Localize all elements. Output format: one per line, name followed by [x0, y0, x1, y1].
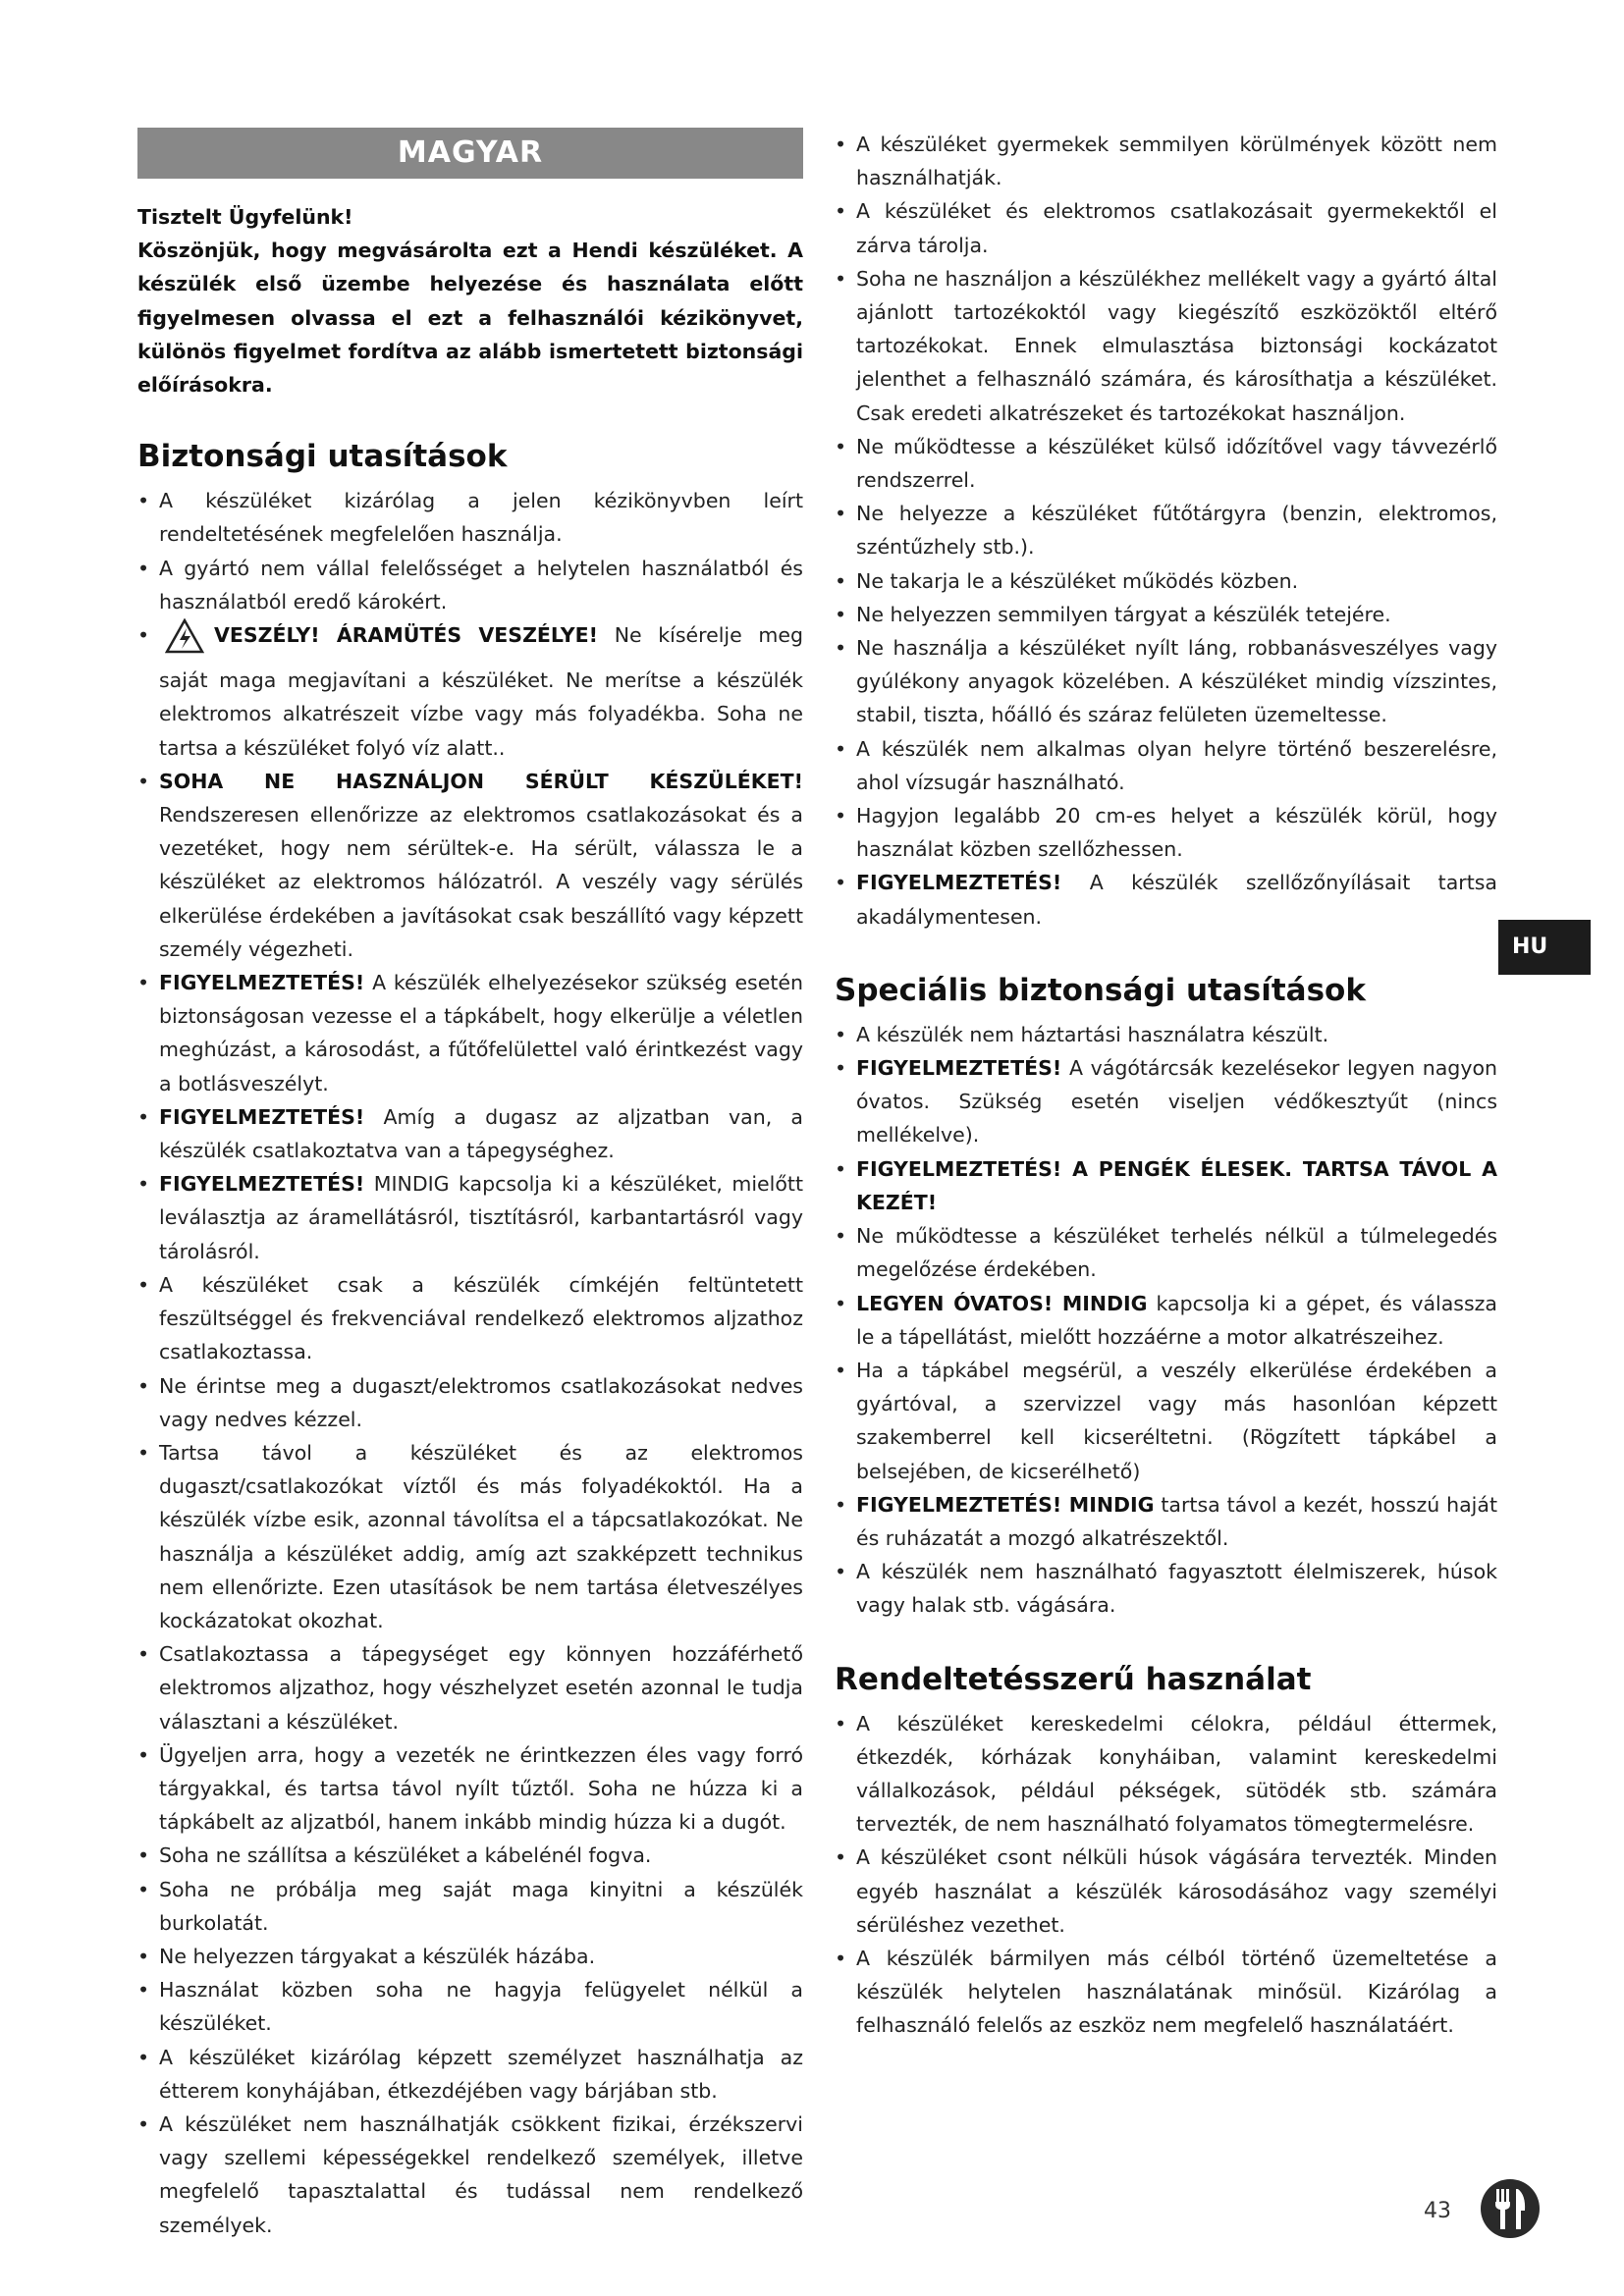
item-text: Tartsa távol a készüléket és az elektromos dugaszt/csatlakozókat víztől és más folyadékoktól. Ha a készülék vízbe esik, azonnal távolítsa el a tápcsatlakozókat. Ne használja a készüléket addig, amíg azt szakképzett technikus nem ellenőrizte. Ezen utasítások be nem tartása életveszélyes kockázatokat okozhat. [159, 1440, 803, 1632]
safety-item [137, 1839, 803, 1872]
safety-item [835, 430, 1497, 497]
safety-list [137, 484, 803, 2242]
left-column [137, 128, 803, 2242]
item-text: A készülék elhelyezésekor szükség esetén biztonságosan vezesse el a tápkábelt, hogy elkerülje a véletlen meghúzást, a károsodást, a fűtőfelülettel való érintkezést vagy a botlásveszélyt. [159, 971, 803, 1095]
safety-item [137, 966, 803, 1100]
item-lead: FIGYELMEZTETÉS! [159, 1104, 365, 1129]
intro [137, 200, 803, 401]
safety-item [835, 598, 1497, 631]
safety-item [137, 1100, 803, 1167]
item-text: Ne működtesse a készüléket külső időzítővel vagy távvezérlő rendszerrel. [856, 434, 1497, 493]
item-text: Csatlakoztassa a tápegységet egy könnyen hozzáférhető elektromos aljzathoz, hogy vészhelyzet esetén azonnal le tudja választani a készüléket. [159, 1642, 803, 1734]
safety-item [137, 2108, 803, 2242]
item-text: A készülék szellőzőnyílásait tartsa akadálymentesen. [856, 871, 1497, 929]
item-text: A készüléket kizárólag képzett személyzet használhatja az étterem konyhájában, étkezdéjében vagy bárjában stb. [159, 2045, 803, 2103]
special-safety-item [835, 1555, 1497, 1622]
intended-use-list [835, 1707, 1497, 2043]
special-safety-item [835, 1018, 1497, 1051]
safety-item [835, 194, 1497, 261]
language-tab: HU [1498, 920, 1591, 975]
item-text: Amíg a dugasz az aljzatban van, a készülék csatlakoztatva van a tápegységhez. [159, 1104, 803, 1163]
special-safety-item [835, 1051, 1497, 1152]
item-text: A készüléket csont nélküli húsok vágására tervezték. Minden egyéb használat a készülék károsodásához vagy személyi sérüléshez vezethet. [856, 1845, 1497, 1937]
right-column [835, 128, 1497, 2043]
special-safety-item [835, 1488, 1497, 1555]
safety-item [137, 552, 803, 618]
special-safety-list [835, 1018, 1497, 1623]
safety-item [137, 1873, 803, 1940]
safety-item [137, 1268, 803, 1369]
safety-item [835, 564, 1497, 598]
safety-item [137, 1436, 803, 1637]
safety-item [137, 1973, 803, 2040]
special-safety-item [835, 1219, 1497, 1286]
item-text: Soha ne próbálja meg saját maga kinyitni a készülék burkolatát. [159, 1877, 803, 1935]
item-text: Soha ne használjon a készülékhez mellékelt vagy a gyártó által ajánlott tartozékoktól vagy kiegészítő eszközöktől eltérő tartozékokat. Ennek elmulasztása biztonsági kockázatot jelenthet a felhasználó számára, és károsíthatja a készüléket. Csak eredeti alkatrészeket és tartozékokat használjon. [856, 266, 1497, 425]
item-lead: FIGYELMEZTETÉS! [856, 871, 1062, 895]
item-lead: VESZÉLY! ÁRAMÜTÉS VESZÉLYE! [214, 623, 599, 648]
item-text: A készülék nem háztartási használatra készült. [856, 1022, 1329, 1046]
item-text: Használat közben soha ne hagyja felügyelet nélkül a készüléket. [159, 1978, 803, 2036]
safety-heading: Biztonsági utasítások [137, 439, 508, 475]
item-lead: FIGYELMEZTETÉS! [856, 1056, 1062, 1081]
item-text: Ne helyezzen tárgyakat a készülék házába. [159, 1944, 596, 1968]
item-text: Rendszeresen ellenőrizze az elektromos csatlakozásokat és a vezetéket, hogy nem sérültek-e. Ha sérült, válassza le a készüléket az elektromos hálózatról. A veszély vagy sérülés elkerülése érdekében a javításokat csak beszállító vagy képzett személy végezheti. [159, 803, 803, 961]
item-text: tartsa távol a kezét, hosszú haját és ruházatát a mozgó alkatrészektől. [856, 1492, 1497, 1550]
page-number: 43 [1424, 2199, 1451, 2223]
item-text: Ne érintse meg a dugaszt/elektromos csatlakozásokat nedves vagy nedves kézzel. [159, 1373, 803, 1431]
safety-item [137, 1167, 803, 1268]
item-text: Ne helyezze a készüléket fűtőtárgyra (benzin, elektromos, széntűzhely stb.). [856, 502, 1497, 560]
safety-item [835, 732, 1497, 799]
item-text: A vágótárcsák kezelésekor legyen nagyon óvatos. Szükség esetén viseljen védőkesztyűt (nincs mellékelve). [856, 1056, 1497, 1148]
item-text: kapcsolja ki a gépet, és válassza le a tápellátást, mielőtt hozzáérne a motor alkatrészeihez. [856, 1291, 1497, 1349]
item-lead: FIGYELMEZTETÉS! MINDIG [856, 1492, 1155, 1517]
item-text: A készülék bármilyen más célból történő üzemeltetése a készülék helytelen használatának minősül. Kizárólag a felhasználó felelős az eszköz nem megfelelő használatáért. [856, 1946, 1497, 2038]
intended-use-item [835, 1707, 1497, 1842]
item-text: A készülék nem alkalmas olyan helyre történő beszerelésre, ahol vízsugár használható. [856, 736, 1497, 794]
safety-item [137, 1738, 803, 1840]
item-text: Ne helyezzen semmilyen tárgyat a készülék tetejére. [856, 602, 1391, 626]
language-banner: MAGYAR [137, 128, 803, 179]
safety-item [137, 484, 803, 551]
special-safety-item [835, 1354, 1497, 1488]
item-text: A gyártó nem vállal felelősséget a helytelen használatból és használatból eredő károkért. [159, 556, 803, 614]
item-lead: FIGYELMEZTETÉS! A PENGÉK ÉLESEK. TARTSA TÁVOL A KEZÉT! [856, 1156, 1497, 1214]
safety-item [835, 631, 1497, 732]
item-text: A készüléket nem használhatják csökkent fizikai, érzékszervi vagy szellemi képességekkel rendelkező személyek, illetve megfelelő tapasztalattal és tudással nem rendelkező személyek. [159, 2111, 803, 2237]
special-safety-item [835, 1152, 1497, 1219]
intended-use-heading: Rendeltetésszerű használat [835, 1661, 1312, 1697]
safety-item [835, 128, 1497, 194]
item-text: A készüléket kereskedelmi célokra, például éttermek, étkezdék, kórházak konyháiban, valamint kereskedelmi vállalkozások, például pékségek, sütödék stb. számára tervezték, de nem használható folyamatos tömegtermelésre. [856, 1711, 1497, 1837]
safety-item [137, 1369, 803, 1436]
item-text: Hagyjon legalább 20 cm-es helyet a készülék körül, hogy használat közben szellőzhessen. [856, 804, 1497, 862]
cutlery-logo-icon [1479, 2177, 1542, 2244]
special-safety-item [835, 1287, 1497, 1354]
item-lead: SOHA NE HASZNÁLJON SÉRÜLT KÉSZÜLÉKET! [159, 769, 803, 793]
item-lead: FIGYELMEZTETÉS! [159, 971, 365, 995]
item-text: Ügyeljen arra, hogy a vezeték ne érintkezzen éles vagy forró tárgyakkal, és tartsa távol nyílt tűztől. Soha ne húzza ki a tápkábelt az aljzatból, hanem inkább mindig húzza ki a dugót. [159, 1742, 803, 1835]
item-text: A készüléket kizárólag a jelen kézikönyvben leírt rendeltetésének megfelelően használja. [159, 489, 803, 547]
safety-item [137, 1940, 803, 1973]
electric-hazard-icon [165, 618, 204, 664]
intended-use-item [835, 1841, 1497, 1942]
item-text: Ne használja a készüléket nyílt láng, robbanásveszélyes vagy gyúlékony anyagok közelében. A készüléket mindig vízszintes, stabil, tiszta, hőálló és száraz felületen üzemeltesse. [856, 636, 1497, 727]
item-text: Soha ne szállítsa a készüléket a kábelénél fogva. [159, 1843, 652, 1868]
item-lead: LEGYEN ÓVATOS! MINDIG [856, 1291, 1148, 1315]
safety-item [137, 618, 803, 765]
item-text: A készüléket és elektromos csatlakozásait gyermekektől el zárva tárolja. [856, 199, 1497, 257]
safety-item [835, 799, 1497, 866]
greeting: Tisztelt Ügyfelünk! [137, 205, 353, 229]
safety-item [137, 765, 803, 966]
safety-item [835, 497, 1497, 563]
safety-item [835, 866, 1497, 933]
item-text: Ne takarja le a készüléket működés közben. [856, 568, 1299, 593]
item-text: A készüléket csak a készülék címkéjén feltüntetett feszültséggel és frekvenciával rendelkező elektromos aljzathoz csatlakoztassa. [159, 1272, 803, 1364]
item-text: Ha a tápkábel megsérül, a veszély elkerülése érdekében a gyártóval, a szervizzel vagy más hasonlóan képzett szakemberrel kell kicseréltetni. (Rögzített tápkábel a belsejében, de kicserélhető) [856, 1358, 1497, 1483]
safety-item [137, 2041, 803, 2108]
safety-item [137, 1637, 803, 1738]
item-text: A készülék nem használható fagyasztott élelmiszerek, húsok vagy halak stb. vágására. [856, 1560, 1497, 1618]
safety-list-continued [835, 128, 1497, 934]
intended-use-item [835, 1942, 1497, 2043]
item-text: Ne kísérelje meg saját maga megjavítani a készüléket. Ne merítse a készülék elektromos alkatrészeit vízbe vagy más folyadékba. Soha ne tartsa a készüléket folyó víz alatt.. [159, 623, 803, 760]
intro-text: Köszönjük, hogy megvásárolta ezt a Hendi készüléket. A készülék első üzembe helyezése és használata előtt figyelmesen olvassa el ezt a felhasználói kézikönyvet, különös figyelmet fordítva az alább ismertetett biztonsági előírásokra. [137, 239, 803, 398]
special-safety-heading: Speciális biztonsági utasítások [835, 972, 1366, 1008]
item-lead: FIGYELMEZTETÉS! [159, 1172, 365, 1197]
item-text: Ne működtesse a készüléket terhelés nélkül a túlmelegedés megelőzése érdekében. [856, 1224, 1497, 1282]
safety-item [835, 262, 1497, 430]
item-text: MINDIG kapcsolja ki a készüléket, mielőtt leválasztja az áramellátásról, tisztításról, karbantartásról vagy tárolásról. [159, 1172, 803, 1263]
item-text: A készüléket gyermekek semmilyen körülmények között nem használhatják. [856, 133, 1497, 190]
